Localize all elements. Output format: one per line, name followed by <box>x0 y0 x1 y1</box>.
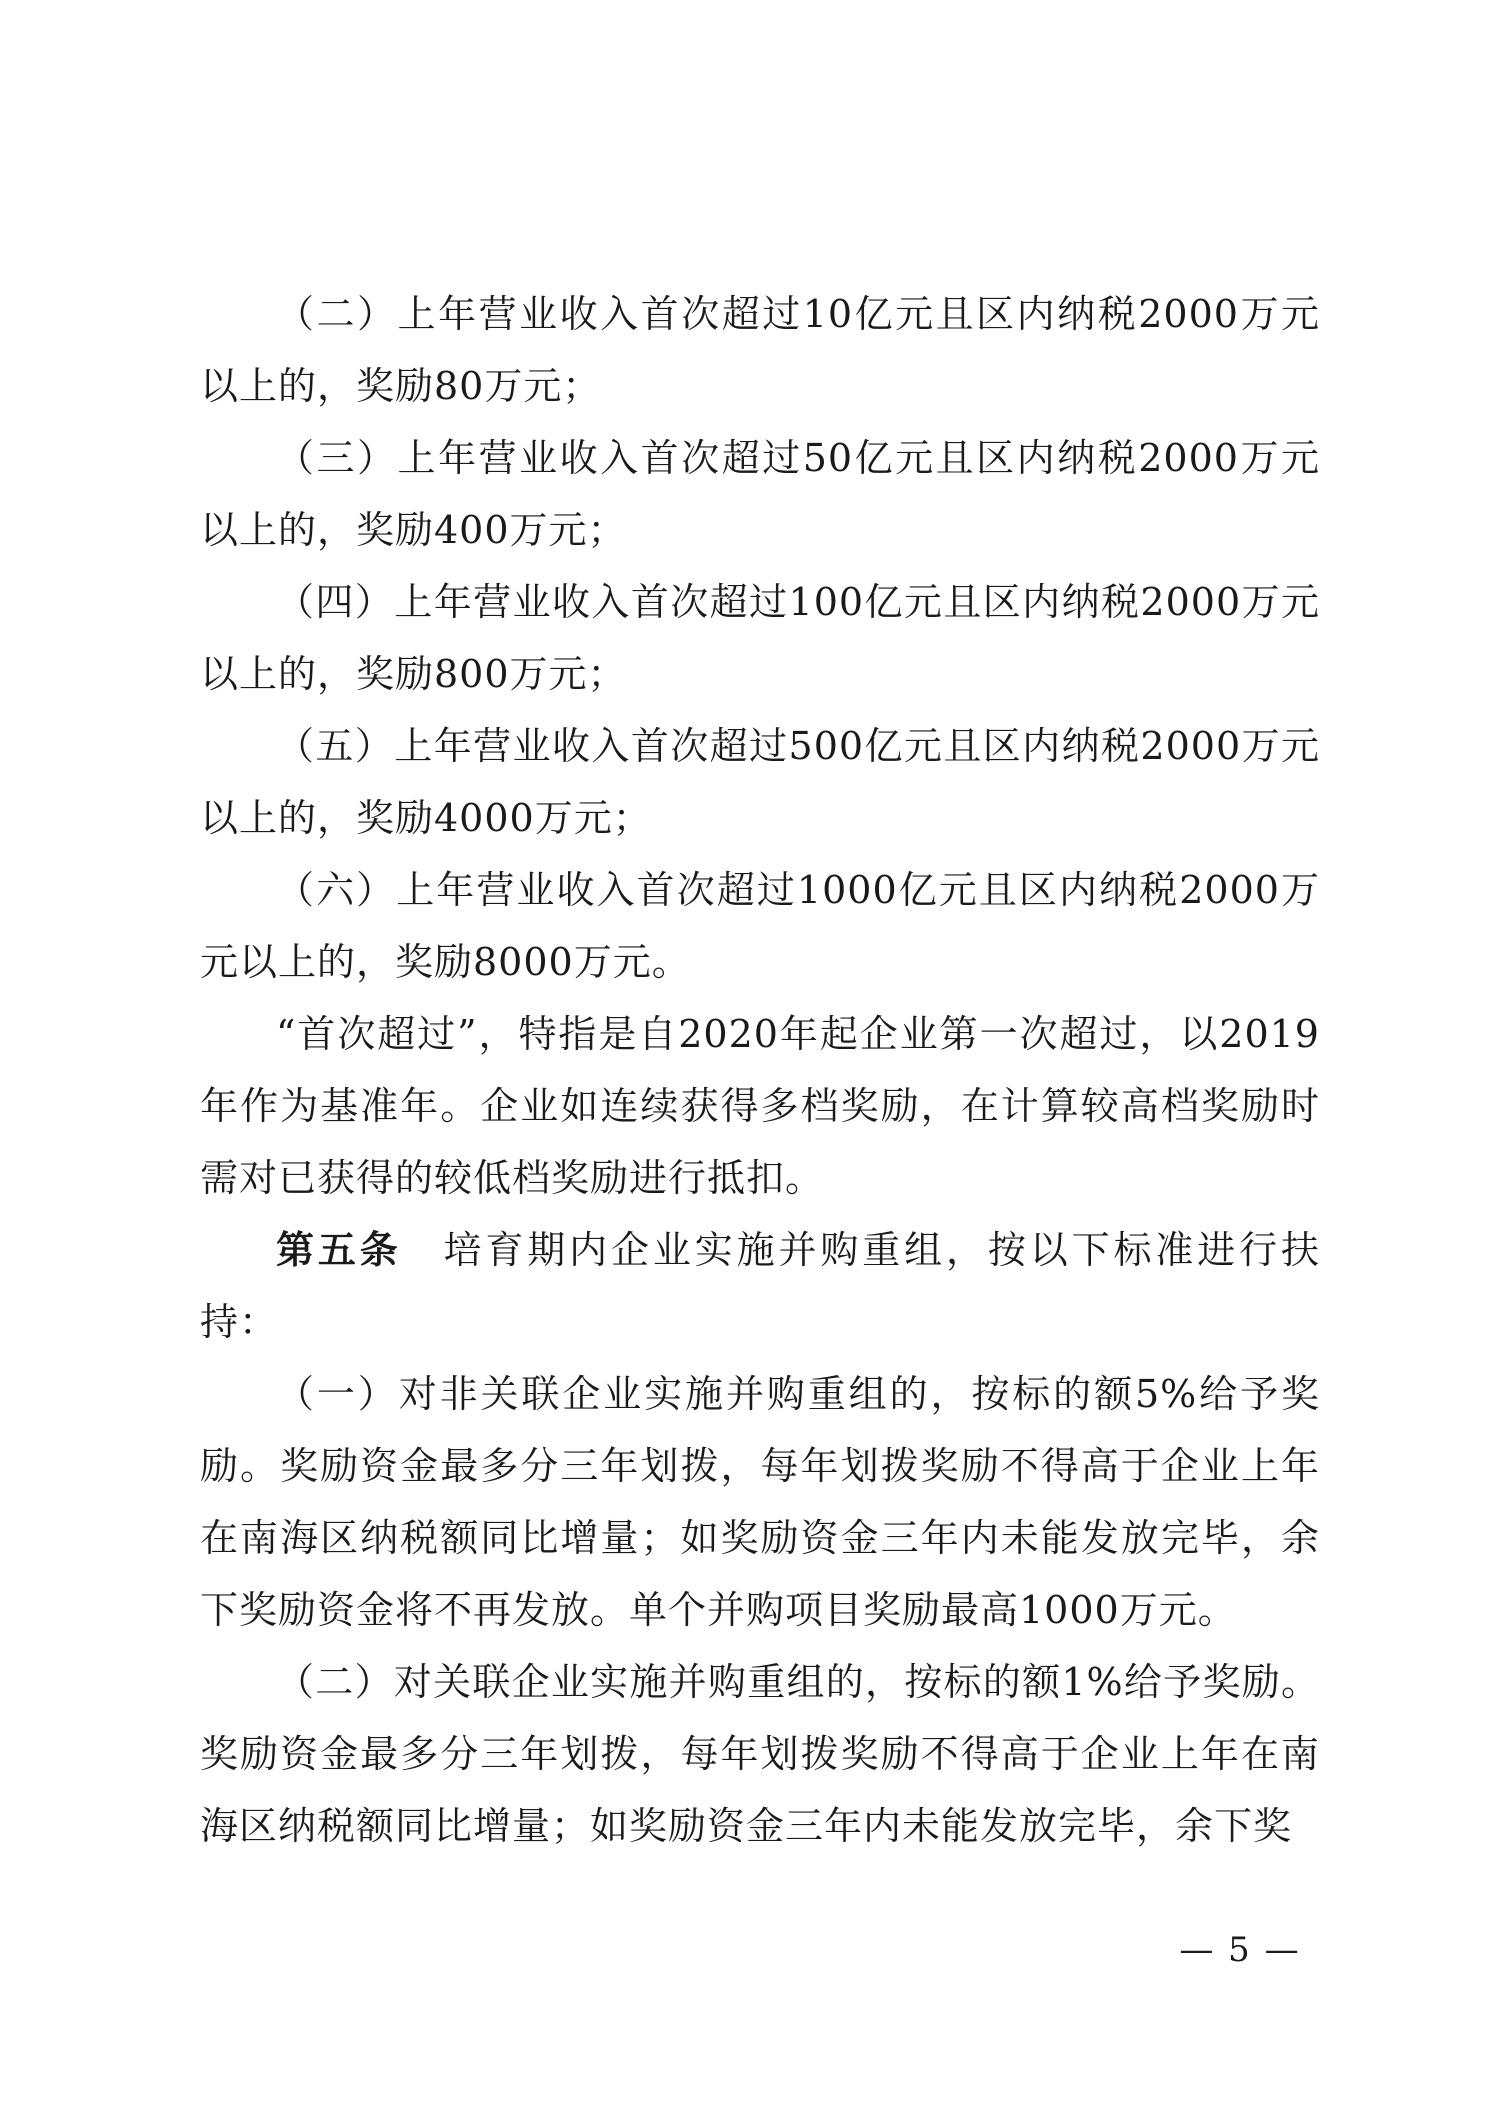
paragraph-item-3: （三）上年营业收入首次超过50亿元且区内纳税2000万元以上的，奖励400万元； <box>200 436 1320 552</box>
article-5-heading: 第五条 <box>276 1228 402 1272</box>
paragraph-first-exceed-definition: “首次超过”，特指是自2020年起企业第一次超过，以2019年作为基准年。企业如连续获得多档奖励，在计算较高档奖励时需对已获得的较低档奖励进行抵扣。 <box>200 1012 1320 1200</box>
paragraph-item-2: （二）上年营业收入首次超过10亿元且区内纳税2000万元以上的，奖励80万元； <box>200 292 1320 408</box>
page-number: — 5 — <box>1179 1930 1301 1970</box>
paragraph-item-5: （五）上年营业收入首次超过500亿元且区内纳税2000万元以上的，奖励4000万元； <box>200 724 1320 840</box>
paragraph-non-related-merger: （一）对非关联企业实施并购重组的，按标的额5%给予奖励。奖励资金最多分三年划拨，每年划拨奖励不得高于企业上年在南海区纳税额同比增量；如奖励资金三年内未能发放完毕，余下奖励资金将不再发放。单个并购项目奖励最高1000万元。 <box>200 1372 1320 1632</box>
article-5-paragraph <box>200 1214 1320 1358</box>
paragraph-item-4: （四）上年营业收入首次超过100亿元且区内纳税2000万元以上的，奖励800万元； <box>200 580 1320 696</box>
paragraph-related-merger: （二）对关联企业实施并购重组的，按标的额1%给予奖励。奖励资金最多分三年划拨，每年划拨奖励不得高于企业上年在南海区纳税额同比增量；如奖励资金三年内未能发放完毕，余下奖 <box>200 1660 1320 1848</box>
paragraph-item-6: （六）上年营业收入首次超过1000亿元且区内纳税2000万元以上的，奖励8000万元。 <box>200 868 1320 984</box>
document-body <box>200 278 1320 1862</box>
article-5-text: 培育期内企业实施并购重组，按以下标准进行扶持： <box>200 1228 1320 1344</box>
